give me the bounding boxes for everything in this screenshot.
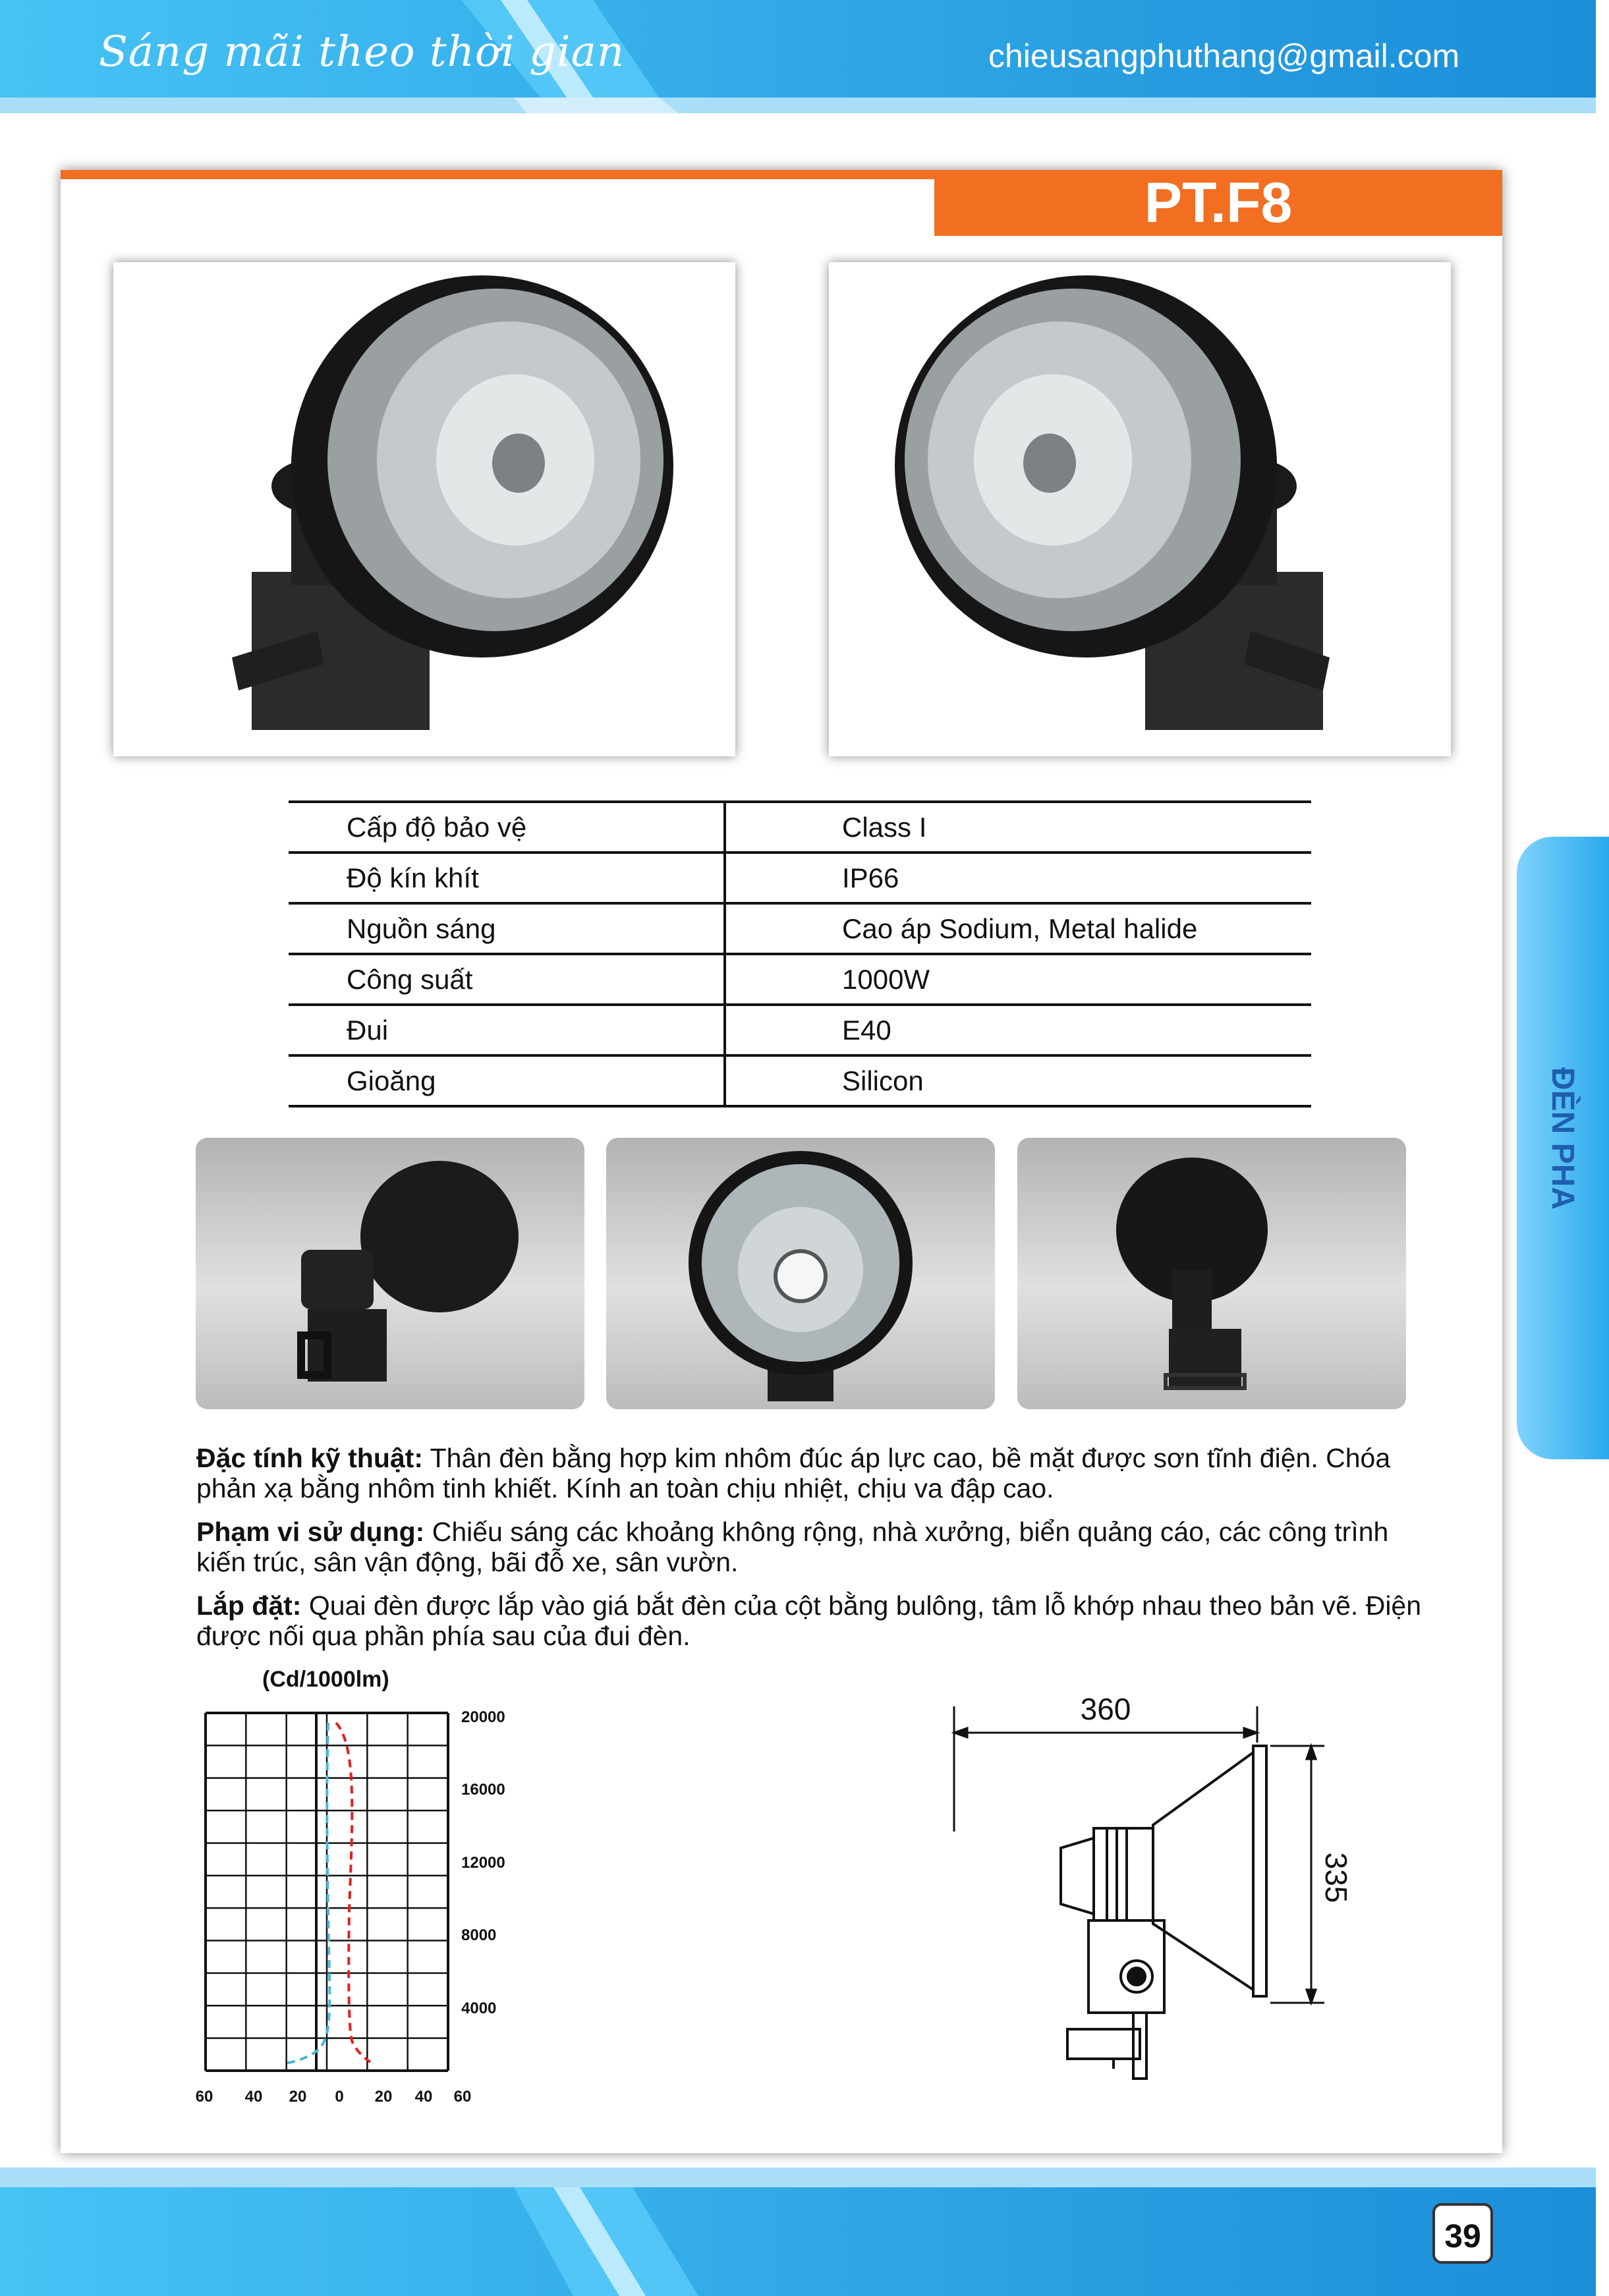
spec-value: IP66 — [725, 853, 1311, 903]
table-row — [289, 802, 1311, 853]
table-row — [289, 954, 1311, 1005]
x-tick-label: 20 — [289, 2088, 307, 2106]
dimension-height-label: 335 — [1319, 1852, 1353, 1903]
y-tick-label: 8000 — [461, 1926, 497, 1944]
page-number: 39 — [1432, 2203, 1493, 2264]
install-description — [196, 1590, 1435, 1651]
spec-value: Class I — [725, 802, 1311, 853]
y-tick-label: 20000 — [461, 1708, 505, 1726]
thumbnail-front-view — [606, 1138, 995, 1409]
tech-text: Thân đèn bằng hợp kim nhôm đúc áp lực cao, bề mặt được sơn tĩnh điện. Chóa phản xạ bằng nhôm tinh khiết. Kính an toàn chịu nhiệt, chịu va đập cao. — [196, 1443, 1391, 1503]
floodlight-front-icon — [606, 1138, 995, 1409]
footer-banner — [0, 2168, 1596, 2296]
y-tick-label: 16000 — [461, 1781, 505, 1799]
spec-key: Đui — [289, 1005, 725, 1055]
category-label-text: ĐÈN PHA — [1545, 1067, 1580, 1210]
category-label — [1527, 1067, 1593, 1225]
chart-y-ticks — [461, 1708, 505, 2017]
slogan: Sáng mãi theo thời gian — [99, 28, 625, 76]
product-photo-left — [113, 262, 735, 756]
tech-label: Đặc tính kỹ thuật: — [196, 1443, 423, 1473]
table-row — [289, 853, 1311, 903]
thumbnail-back-view — [1017, 1138, 1406, 1409]
dimension-lines — [954, 1706, 1324, 2003]
lamp-outline — [1061, 1746, 1266, 2079]
chart-x-ticks — [196, 2088, 472, 2106]
floodlight-side-icon — [196, 1138, 584, 1409]
contact-email[interactable]: chieusangphuthang@gmail.com — [988, 38, 1460, 74]
table-row — [289, 903, 1311, 954]
x-tick-label: 60 — [453, 2088, 472, 2106]
photometric-chart — [184, 1693, 540, 2115]
model-title: PT.F8 — [934, 170, 1502, 236]
table-row — [289, 1005, 1311, 1055]
spec-value: 1000W — [725, 954, 1311, 1005]
spec-table — [289, 800, 1311, 1107]
usage-description — [196, 1517, 1435, 1577]
tech-description — [196, 1443, 1435, 1503]
chart-curve-red — [336, 1723, 370, 2062]
x-tick-label: 40 — [414, 2088, 433, 2106]
thumbnail-side-view — [196, 1138, 584, 1409]
chart-curve-blue — [283, 1723, 329, 2063]
x-tick-label: 40 — [244, 2088, 263, 2106]
spec-key: Gioăng — [289, 1055, 725, 1106]
table-row — [289, 1055, 1311, 1106]
install-label: Lắp đặt: — [196, 1590, 302, 1621]
x-tick-label: 20 — [374, 2088, 393, 2106]
install-text: Quai đèn được lắp vào giá bắt đèn của cột bằng bulông, tâm lỗ khớp nhau theo bản vẽ. Điện được nối qua phần phía sau của đui đèn. — [196, 1590, 1422, 1651]
chart-unit-label: (Cd/1000lm) — [262, 1667, 389, 1692]
y-tick-label: 12000 — [461, 1854, 505, 1872]
spec-key: Công suất — [289, 954, 725, 1005]
usage-text: Chiếu sáng các khoảng không rộng, nhà xưởng, biển quảng cáo, các công trình kiến trúc, sân vận động, bãi đỗ xe, sân vườn. — [196, 1517, 1389, 1577]
dimension-width-label: 360 — [1080, 1692, 1131, 1726]
spec-value: Cao áp Sodium, Metal halide — [725, 903, 1311, 954]
spec-key: Nguồn sáng — [289, 903, 725, 954]
usage-label: Phạm vi sử dụng: — [196, 1517, 425, 1547]
spec-key: Cấp độ bảo vệ — [289, 802, 725, 853]
floodlight-back-icon — [1017, 1138, 1406, 1409]
floodlight-illustration-left — [113, 262, 735, 756]
product-photo-right — [829, 262, 1451, 756]
x-tick-label: 0 — [335, 2088, 344, 2106]
y-tick-label: 4000 — [461, 2000, 497, 2017]
spec-key: Độ kín khít — [289, 853, 725, 903]
spec-value: E40 — [725, 1005, 1311, 1055]
dimension-drawing — [936, 1680, 1353, 2095]
x-tick-label: 60 — [195, 2088, 213, 2106]
floodlight-illustration-right — [829, 262, 1451, 756]
spec-value: Silicon — [725, 1055, 1311, 1106]
